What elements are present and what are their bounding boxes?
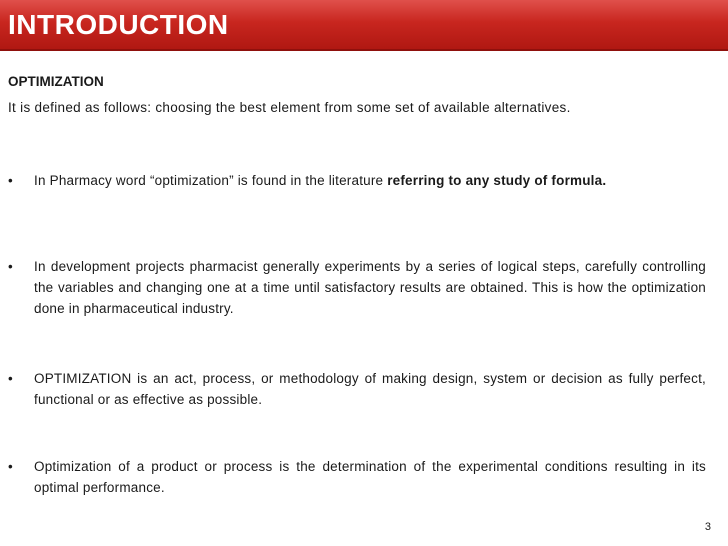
bullet-plain-text: In Pharmacy word “optimization” is found in the literature: [34, 173, 388, 188]
bullet-marker: •: [8, 459, 13, 474]
bullet-item: [8, 256, 706, 319]
page-number: 3: [704, 521, 711, 533]
definition-text: It is defined as follows: choosing the best element from some set of available alternatives.: [8, 100, 571, 115]
bullet-text: OPTIMIZATION is an act, process, or methodology of making design, system or decision as fully perfect, functional or as effective as possible.: [34, 371, 706, 407]
section-subheading: OPTIMIZATION: [8, 74, 104, 89]
bullet-emphasis-text: referring to any study of formula.: [387, 173, 607, 188]
bullet-item: [8, 368, 706, 410]
bullet-marker: •: [8, 259, 13, 274]
bullet-marker: •: [8, 371, 13, 386]
slide-content: [8, 74, 706, 495]
bullet-text: In development projects pharmacist generally experiments by a series of logical steps, carefully controlling the variables and changing one at a time until satisfactory results are obtained. This is how the optimization done in pharmaceutical industry.: [34, 259, 706, 316]
slide-title: INTRODUCTION: [8, 9, 229, 40]
bullet-text: [8, 170, 706, 191]
bullet-item: [8, 456, 706, 498]
bullet-text: Optimization of a product or process is the determination of the experimental conditions resulting in its optimal performance.: [34, 459, 706, 495]
bullet-item: [8, 170, 706, 191]
title-bar: [0, 0, 728, 51]
bullet-marker: •: [8, 173, 13, 188]
